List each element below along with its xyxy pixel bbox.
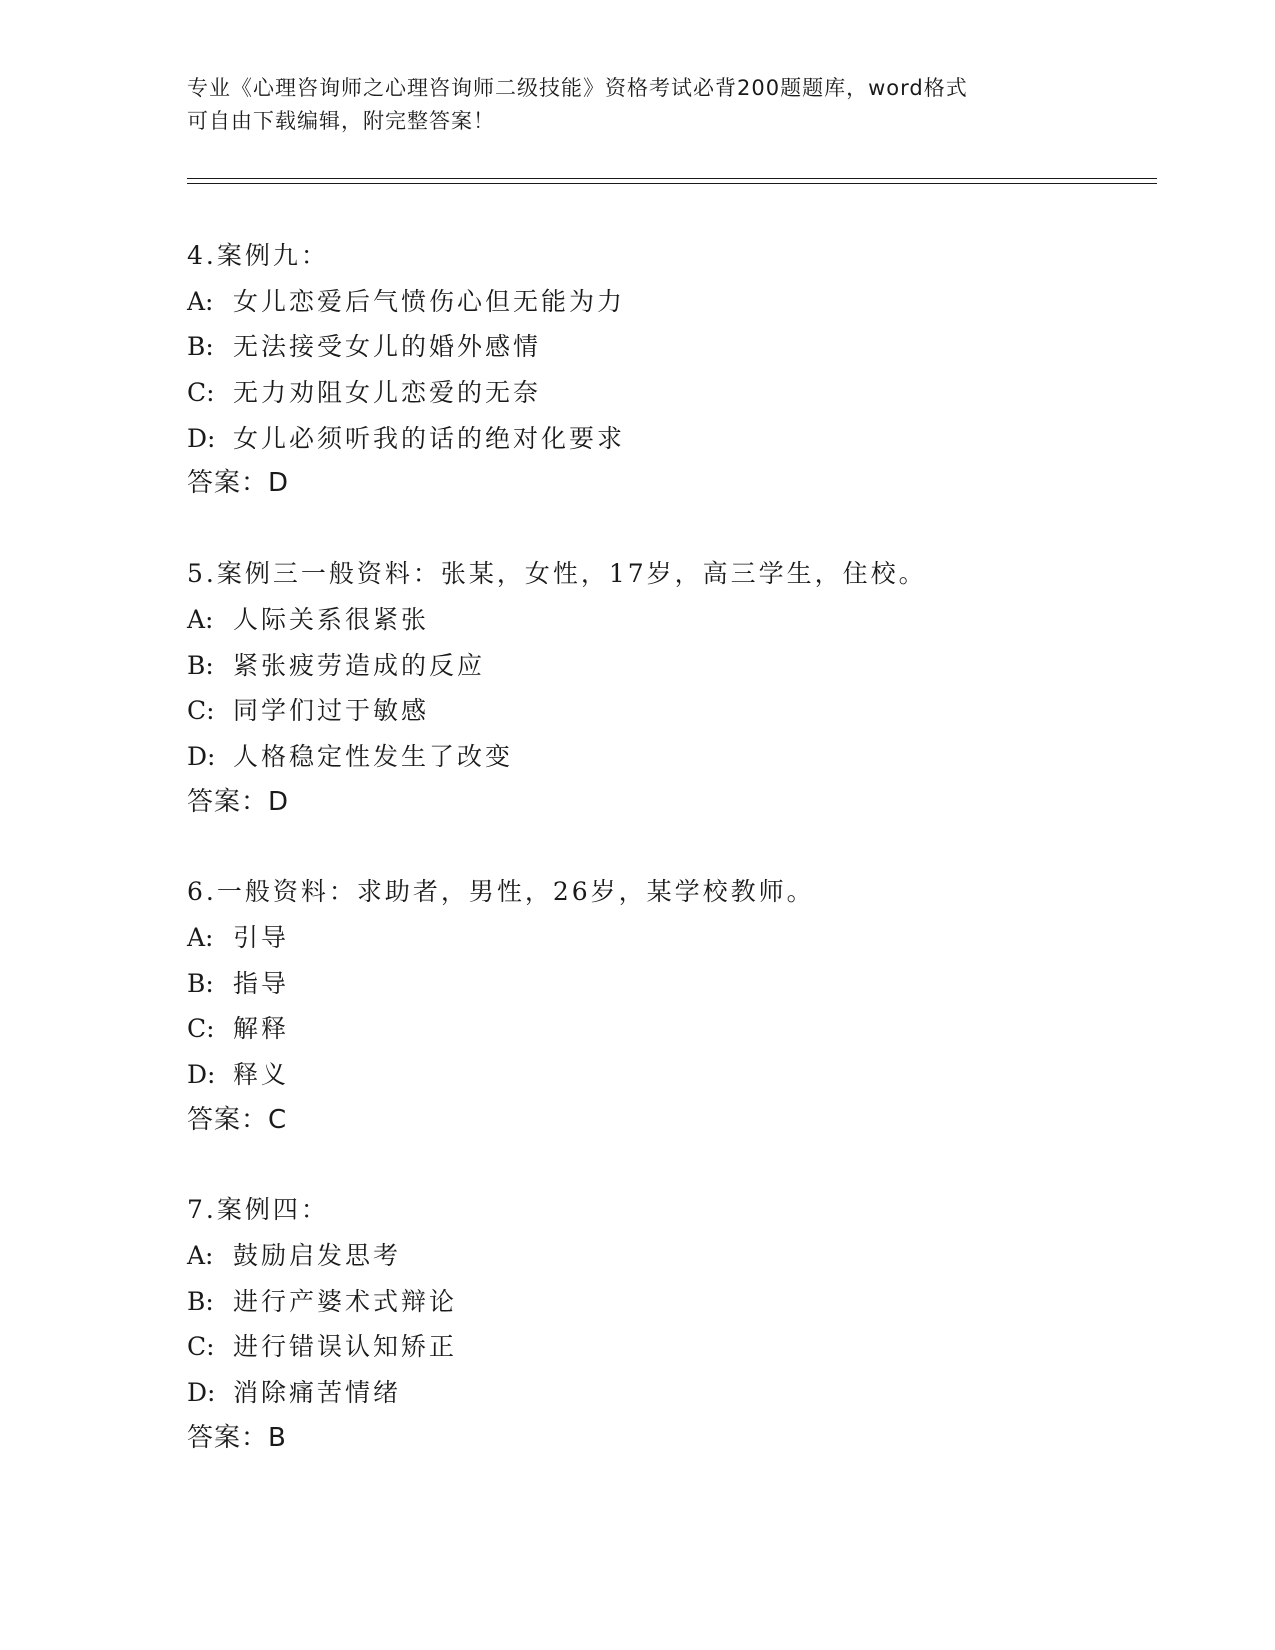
header-divider-top xyxy=(187,178,1157,179)
option-label: A: xyxy=(187,604,214,634)
option-label: A: xyxy=(187,922,214,952)
option-text: 指导 xyxy=(233,968,290,998)
option-a xyxy=(187,597,1147,643)
option-label: D: xyxy=(187,1378,216,1408)
option-label: A: xyxy=(187,286,214,316)
option-label: A: xyxy=(187,1241,214,1271)
option-text: 无力劝阻女儿恋爱的无奈 xyxy=(233,378,542,408)
question-7 xyxy=(187,1187,1147,1461)
option-label: B: xyxy=(187,1286,214,1316)
option-label: D: xyxy=(187,1060,216,1089)
option-b xyxy=(187,961,1147,1007)
option-b xyxy=(187,1279,1147,1325)
question-list xyxy=(187,233,1147,1462)
option-label: C: xyxy=(187,696,215,726)
option-text: 鼓励启发思考 xyxy=(233,1241,402,1271)
option-label: B: xyxy=(187,650,214,680)
question-5 xyxy=(187,551,1147,825)
option-text: 女儿必须听我的话的绝对化要求 xyxy=(233,423,626,453)
answer-line: 答案：C xyxy=(187,1104,288,1135)
option-d xyxy=(187,1370,1147,1416)
option-label: C: xyxy=(187,378,215,408)
option-text: 引导 xyxy=(233,922,290,952)
answer-line: 答案：D xyxy=(187,786,290,817)
option-d xyxy=(187,416,1147,462)
option-a xyxy=(187,915,1147,961)
option-text: 同学们过于敏感 xyxy=(233,696,430,726)
answer-line: 答案：D xyxy=(187,468,290,499)
option-text: 解释 xyxy=(233,1014,290,1044)
question-stem: 4.案例九： xyxy=(187,241,329,270)
option-text: 无法接受女儿的婚外感情 xyxy=(233,332,542,362)
option-label: C: xyxy=(187,1014,215,1044)
option-c xyxy=(187,1006,1147,1052)
option-text: 女儿恋爱后气愤伤心但无能为力 xyxy=(233,286,626,316)
option-text: 进行错误认知矫正 xyxy=(233,1332,458,1362)
header-line-1: 专业《心理咨询师之心理咨询师二级技能》资格考试必背200题题库，word格式 xyxy=(187,76,968,100)
option-c xyxy=(187,370,1147,416)
header-line-2: 可自由下载编辑，附完整答案！ xyxy=(187,109,495,133)
option-b xyxy=(187,324,1147,370)
answer-line: 答案：B xyxy=(187,1422,287,1453)
option-d xyxy=(187,734,1147,780)
option-label: B: xyxy=(187,332,214,362)
option-d xyxy=(187,1052,1147,1098)
question-stem: 6.一般资料：求助者，男性，26岁，某学校教师。 xyxy=(187,877,815,907)
option-b xyxy=(187,643,1147,689)
question-stem: 7.案例四： xyxy=(187,1195,329,1225)
question-4 xyxy=(187,233,1147,507)
option-c xyxy=(187,688,1147,734)
option-text: 紧张疲劳造成的反应 xyxy=(233,650,486,680)
option-text: 消除痛苦情绪 xyxy=(233,1378,402,1408)
option-text: 释义 xyxy=(233,1060,290,1089)
option-text: 进行产婆术式辩论 xyxy=(233,1286,458,1316)
option-label: B: xyxy=(187,968,214,998)
option-a xyxy=(187,1233,1147,1279)
question-stem: 5.案例三一般资料：张某，女性，17岁，高三学生，住校。 xyxy=(187,559,927,589)
document-header xyxy=(187,72,1087,138)
option-label: C: xyxy=(187,1332,215,1362)
question-6 xyxy=(187,869,1147,1143)
option-label: D: xyxy=(187,741,216,771)
option-c xyxy=(187,1324,1147,1370)
option-text: 人际关系很紧张 xyxy=(233,604,430,634)
option-text: 人格稳定性发生了改变 xyxy=(233,741,514,771)
header-divider-bottom xyxy=(187,183,1157,184)
option-label: D: xyxy=(187,423,216,453)
option-a xyxy=(187,279,1147,325)
